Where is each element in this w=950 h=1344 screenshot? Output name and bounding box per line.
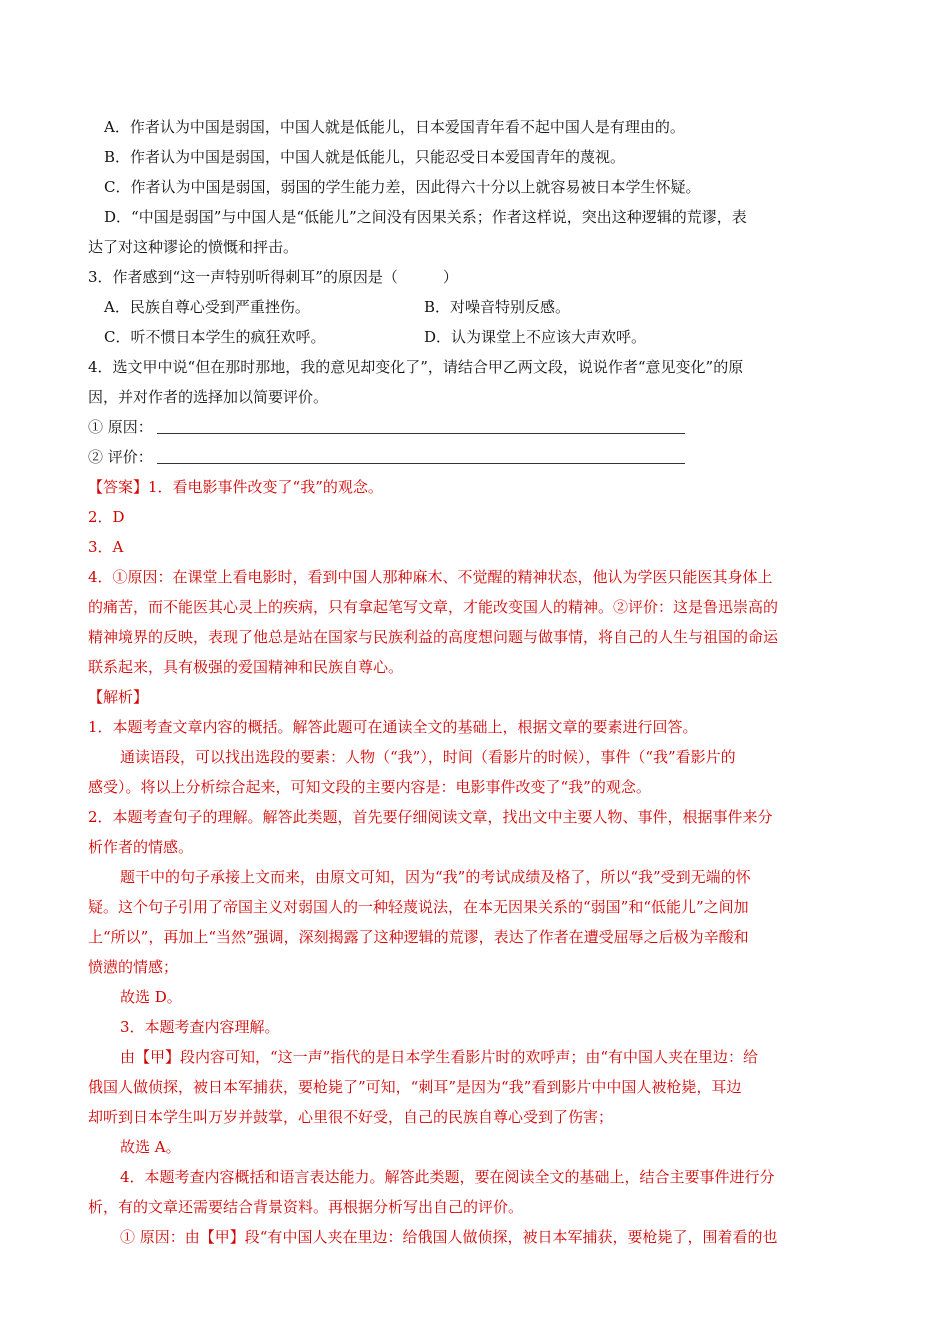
q3-options-row1 (88, 292, 862, 322)
q4-stem-line1: 4．选文甲中说“但在那时那地，我的意见却变化了”，请结合甲乙两文段，说说作者“意见变化”的原 (88, 358, 744, 376)
analysis-p3-line2: 析作者的情感。 (88, 838, 194, 856)
q2-option-c: C．作者认为中国是弱国，弱国的学生能力差，因此得六十分以上就容易被日本学生怀疑。 (104, 178, 701, 196)
analysis-p9-line1: 4．本题考查内容概括和语言表达能力。解答此类题，要在阅读全文的基础上，结合主要事件进行分 (120, 1168, 775, 1186)
analysis-p7-line3: 却听到日本学生叫万岁并鼓掌，心里很不好受，自己的民族自尊心受到了伤害； (88, 1108, 614, 1126)
answer-3: 3．A (88, 538, 124, 556)
q3-option-c: C．听不惯日本学生的疯狂欢呼。 (104, 328, 326, 346)
q3-stem: 3．作者感到“这一声特别听得刺耳”的原因是（ ） (88, 268, 458, 286)
answer-4-line4: 联系起来，具有极强的爱国精神和民族自尊心。 (88, 658, 404, 676)
analysis-p4-line3: 上“所以”，再加上“当然”强调，深刻揭露了这种逻辑的荒谬，表达了作者在遭受屈辱之后极为辛酸和 (88, 928, 749, 946)
q3-option-a: A．民族自尊心受到严重挫伤。 (104, 298, 310, 316)
analysis-p4-line2: 疑。这个句子引用了帝国主义对弱国人的一种轻蔑说法，在本无因果关系的“弱国”和“低能儿”之间加 (88, 898, 749, 916)
q2-option-d-line2: 达了对这种谬论的愤慨和抨击。 (88, 238, 299, 256)
q3-option-d: D．认为课堂上不应该大声欢呼。 (424, 328, 647, 346)
q4-eval-label: ② 评价： (88, 448, 153, 466)
analysis-p6: 3．本题考查内容理解。 (120, 1018, 280, 1036)
analysis-p3-line1: 2．本题考查句子的理解。解答此类题，首先要仔细阅读文章，找出文中主要人物、事件，根据事件来分 (88, 808, 773, 826)
document-page (88, 112, 862, 1252)
analysis-header: 【解析】 (88, 688, 149, 706)
analysis-p4-line1: 题干中的句子承接上文而来，由原文可知，因为“我”的考试成绩及格了，所以“我”受到无端的怀 (120, 868, 751, 886)
q2-option-a: A．作者认为中国是弱国，中国人就是低能儿，日本爱国青年看不起中国人是有理由的。 (104, 118, 685, 136)
q4-stem-line2: 因，并对作者的选择加以简要评价。 (88, 388, 329, 406)
q2-option-b: B．作者认为中国是弱国，中国人就是低能儿，只能忍受日本爱国青年的蔑视。 (104, 148, 626, 166)
analysis-p1: 1．本题考查文章内容的概括。解答此题可在通读全文的基础上，根据文章的要素进行回答。 (88, 718, 698, 736)
q4-reason-label: ① 原因： (88, 418, 153, 436)
answer-4-line1: 4．①原因：在课堂上看电影时，看到中国人那种麻木、不觉醒的精神状态，他认为学医只能医其身体上 (88, 568, 773, 586)
q2-option-d-line1: D．“中国是弱国”与中国人是“低能儿”之间没有因果关系；作者这样说，突出这种逻辑的荒谬，表 (104, 208, 747, 226)
answer-4-line3: 精神境界的反映，表现了他总是站在国家与民族利益的高度想问题与做事情，将自己的人生与祖国的命运 (88, 628, 779, 646)
analysis-p7-line2: 俄国人做侦探，被日本军捕获，要枪毙了”可知，“刺耳”是因为“我”看到影片中中国人被枪毙，耳边 (88, 1078, 742, 1096)
q4-reason-blank (157, 419, 685, 434)
analysis-p8: 故选 A。 (120, 1138, 181, 1156)
analysis-p9-line2: 析，有的文章还需要结合背景资料。再根据分析写出自己的评价。 (88, 1198, 524, 1216)
analysis-p2-line1: 通读语段，可以找出选段的要素：人物（“我”），时间（看影片的时候），事件（“我”看影片的 (120, 748, 736, 766)
analysis-p10: ① 原因：由【甲】段“有中国人夹在里边：给俄国人做侦探，被日本军捕获，要枪毙了，围着看的也 (120, 1228, 778, 1246)
q4-eval-blank (157, 449, 685, 464)
analysis-p7-line1: 由【甲】段内容可知，“这一声”指代的是日本学生看影片时的欢呼声；由“有中国人夹在里边：给 (120, 1048, 759, 1066)
q4-eval-line (88, 442, 862, 472)
analysis-p5: 故选 D。 (120, 988, 182, 1006)
analysis-p2-line2: 感受）。将以上分析综合起来，可知文段的主要内容是：电影事件改变了“我”的观念。 (88, 778, 651, 796)
answer-4-line2: 的痛苦，而不能医其心灵上的疾病，只有拿起笔写文章，才能改变国人的精神。②评价：这是鲁迅崇高的 (88, 598, 779, 616)
q4-reason-line (88, 412, 862, 442)
q3-option-b: B．对噪音特别反感。 (424, 298, 571, 316)
q3-options-row2 (88, 322, 862, 352)
answer-1: 【答案】1．看电影事件改变了“我”的观念。 (88, 478, 383, 496)
answer-2: 2．D (88, 508, 125, 526)
analysis-p4-line4: 愤懑的情感； (88, 958, 179, 976)
